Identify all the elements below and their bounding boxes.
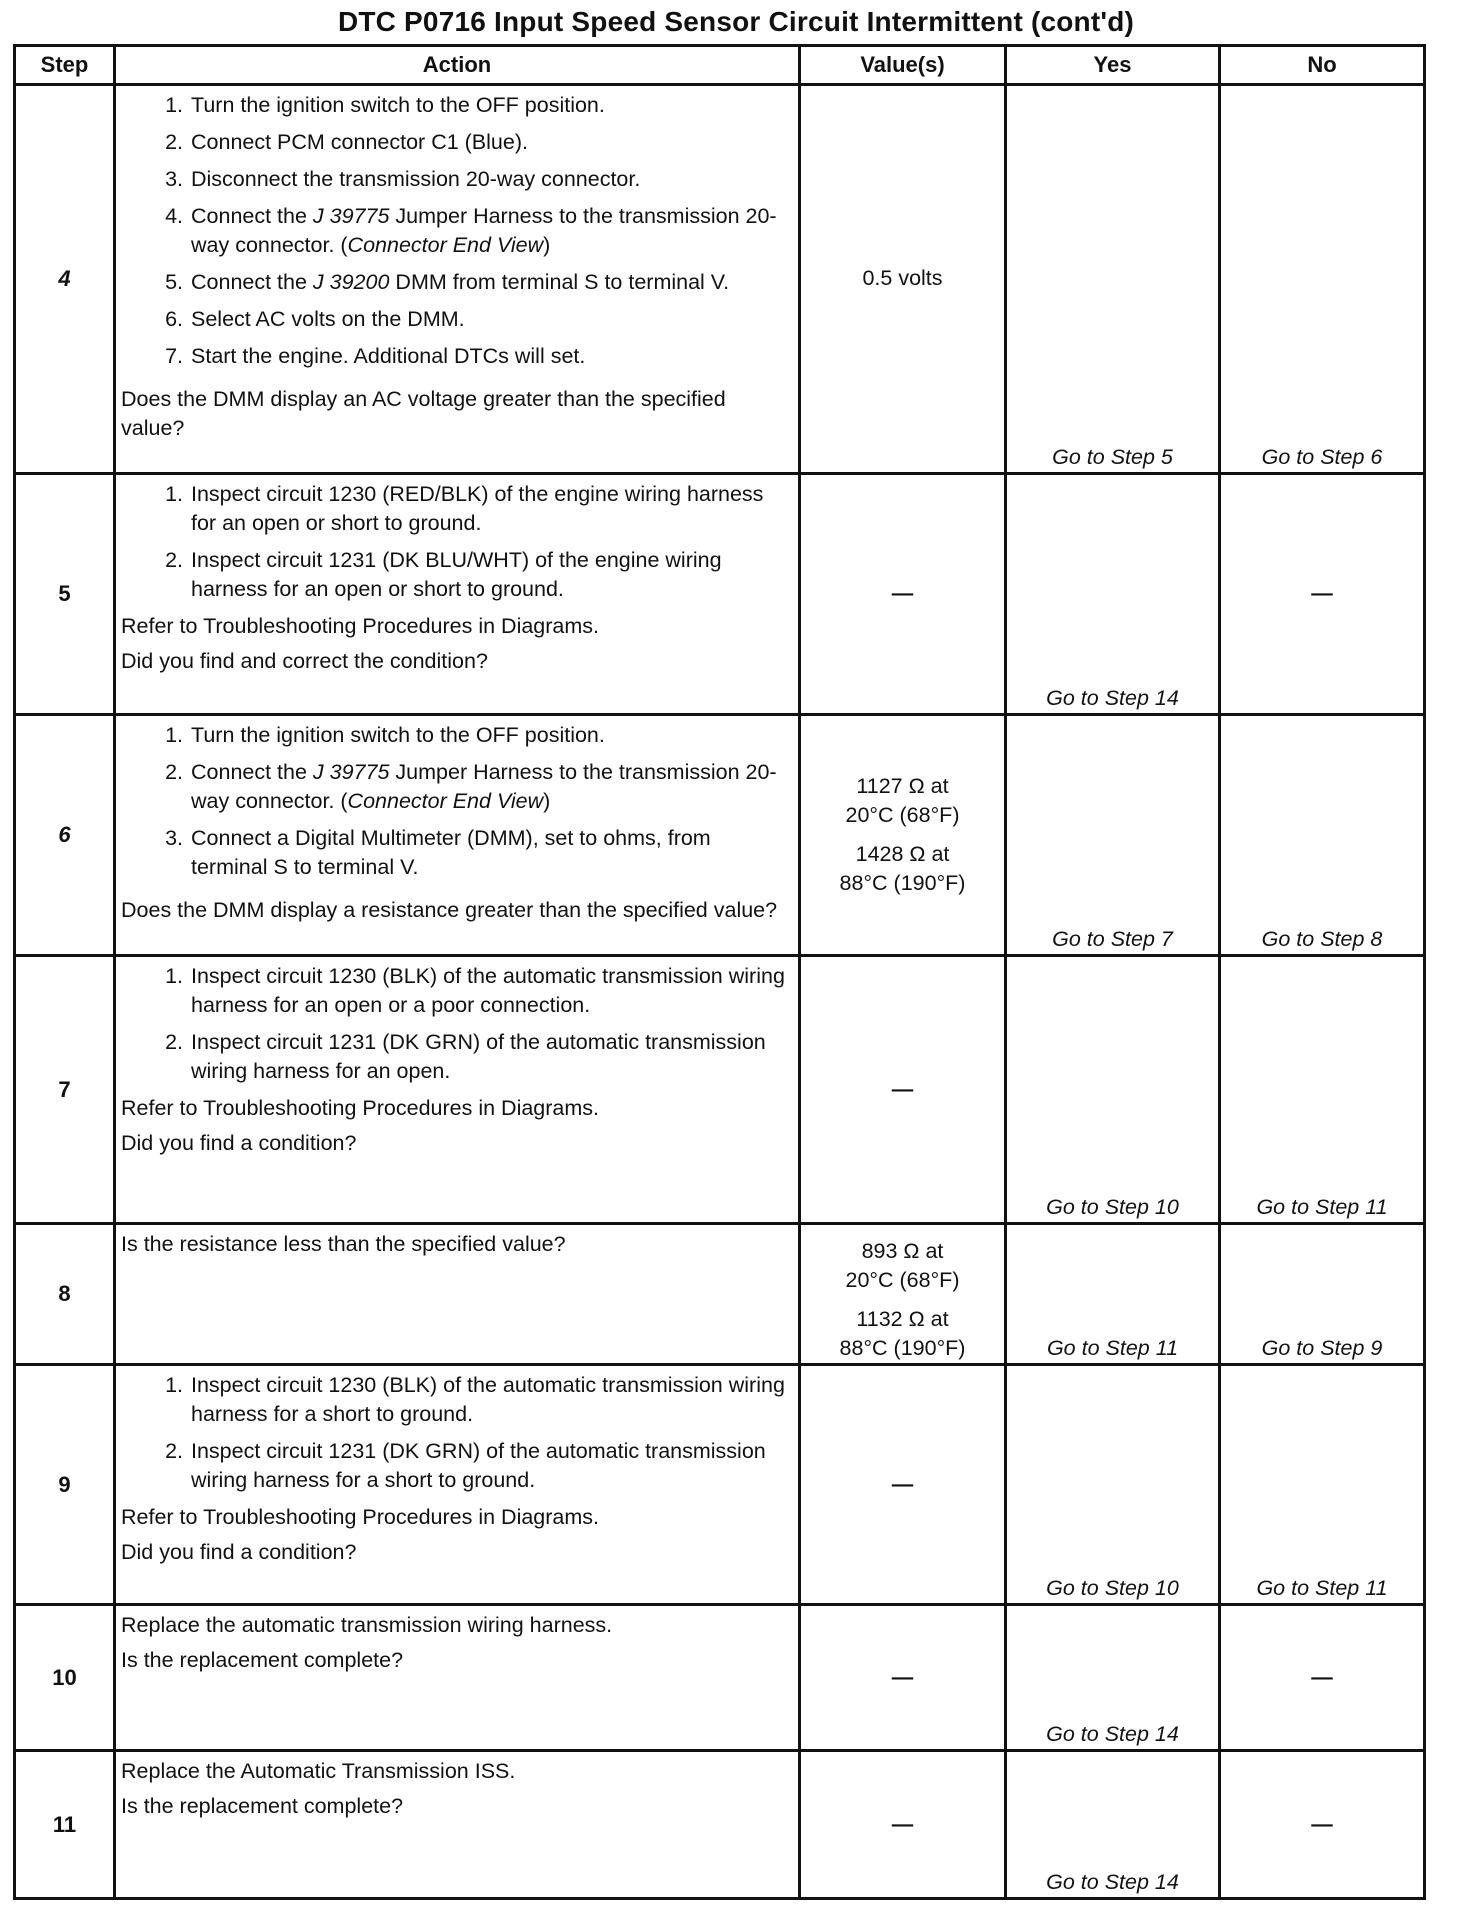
values-cell: 1127 Ω at 20°C (68°F) 1428 Ω at 88°C (190°F) [800,715,1006,956]
list-item: 1. Inspect circuit 1230 (BLK) of the automatic transmission wiring harness for an open or a poor connection. [165,964,785,1018]
action-cell [115,1365,800,1605]
values-cell: 0.5 volts [800,85,1006,474]
action-question: Is the replacement complete? [121,1648,404,1673]
header-step: Step [15,46,115,85]
list-item: 2. Inspect circuit 1231 (DK BLU/WHT) of the engine wiring harness for an open or short to ground. [165,548,722,602]
list-item: 1. Turn the ignition switch to the OFF position. [165,93,605,117]
header-values: Value(s) [800,46,1006,85]
diagnostic-table [13,44,1426,1900]
list-item: 3. Connect a Digital Multimeter (DMM), set to ohms, from terminal S to terminal V. [165,826,711,880]
step-number: 5 [15,474,115,715]
list-item: 2. Inspect circuit 1231 (DK GRN) of the automatic transmission wiring harness for a short to ground. [165,1439,766,1493]
list-item: 2. Inspect circuit 1231 (DK GRN) of the automatic transmission wiring harness for an open. [165,1030,766,1084]
yes-cell: Go to Step 5 [1006,85,1220,474]
action-question: Did you find a condition? [121,1540,357,1565]
action-cell [115,956,800,1224]
list-item: 7. Start the engine. Additional DTCs will set. [165,344,586,369]
step-number: 6 [15,715,115,956]
action-reference: Refer to Troubleshooting Procedures in Diagrams. [121,1505,600,1530]
page-title: DTC P0716 Input Speed Sensor Circuit Intermittent (cont'd) [337,6,1135,37]
yes-cell: Go to Step 10 [1006,1365,1220,1605]
action-reference: Refer to Troubleshooting Procedures in Diagrams. [121,1096,600,1121]
yes-cell: Go to Step 11 [1006,1224,1220,1365]
table-row [15,715,1425,956]
no-cell: Go to Step 8 [1220,715,1425,956]
list-item: 4. Connect the J 39775 Jumper Harness to the transmission 20-way connector. (Connector End View) [165,204,777,258]
action-cell [115,1605,800,1751]
no-cell: — [1220,474,1425,715]
action-question: Is the replacement complete? [121,1794,404,1819]
action-text: Replace the automatic transmission wiring harness. [121,1613,613,1638]
action-question: Does the DMM display an AC voltage greater than the specified value? [121,387,726,441]
table-row [15,474,1425,715]
step-number: 10 [15,1605,115,1751]
action-cell [115,715,800,956]
yes-cell: Go to Step 7 [1006,715,1220,956]
table-row [15,956,1425,1224]
yes-cell: Go to Step 10 [1006,956,1220,1224]
list-item: 2. Connect the J 39775 Jumper Harness to the transmission 20-way connector. (Connector End View) [165,760,777,814]
no-cell: Go to Step 11 [1220,956,1425,1224]
values-cell: 893 Ω at 20°C (68°F) 1132 Ω at 88°C (190°F) [800,1224,1006,1365]
list-item: 5. Connect the J 39200 DMM from terminal S to terminal V. [165,270,730,295]
action-question: Is the resistance less than the specified value? [121,1232,566,1256]
no-cell: Go to Step 6 [1220,85,1425,474]
action-reference: Refer to Troubleshooting Procedures in Diagrams. [121,614,600,639]
action-cell [115,474,800,715]
list-item: 6. Select AC volts on the DMM. [165,307,465,332]
step-number: 7 [15,956,115,1224]
step-number: 11 [15,1751,115,1899]
action-question: Does the DMM display a resistance greater than the specified value? [121,898,778,923]
no-cell: — [1220,1751,1425,1899]
no-cell: Go to Step 9 [1220,1224,1425,1365]
action-list [121,962,790,1086]
table-row [15,1224,1425,1365]
table-row [15,1605,1425,1751]
yes-cell: Go to Step 14 [1006,1605,1220,1751]
yes-cell: Go to Step 14 [1006,1751,1220,1899]
action-cell [115,1751,800,1899]
action-text: Replace the Automatic Transmission ISS. [121,1759,516,1784]
action-cell [115,1224,800,1365]
step-number: 8 [15,1224,115,1365]
yes-cell: Go to Step 14 [1006,474,1220,715]
action-list [121,1371,790,1495]
table-header-row [15,46,1425,85]
action-list [121,91,790,379]
action-list [121,480,790,604]
list-item: 1. Turn the ignition switch to the OFF position. [165,723,605,747]
values-cell: — [800,1751,1006,1899]
action-cell [115,85,800,474]
header-no: No [1220,46,1425,85]
list-item: 1. Inspect circuit 1230 (RED/BLK) of the engine wiring harness for an open or short to ground. [165,482,764,536]
list-item: 1. Inspect circuit 1230 (BLK) of the automatic transmission wiring harness for a short to ground. [165,1373,785,1427]
table-row [15,85,1425,474]
table-row [15,1365,1425,1605]
table-row [15,1751,1425,1899]
step-number: 4 [15,85,115,474]
list-item: 2. Connect PCM connector C1 (Blue). [165,130,528,155]
action-question: Did you find a condition? [121,1131,357,1156]
values-cell: — [800,474,1006,715]
values-cell: — [800,1605,1006,1751]
values-cell: — [800,1365,1006,1605]
values-cell: — [800,956,1006,1224]
no-cell: — [1220,1605,1425,1751]
header-action: Action [115,46,800,85]
step-number: 9 [15,1365,115,1605]
no-cell: Go to Step 11 [1220,1365,1425,1605]
action-question: Did you find and correct the condition? [121,649,488,674]
list-item: 3. Disconnect the transmission 20-way connector. [165,167,641,192]
action-list [121,721,790,890]
header-yes: Yes [1006,46,1220,85]
